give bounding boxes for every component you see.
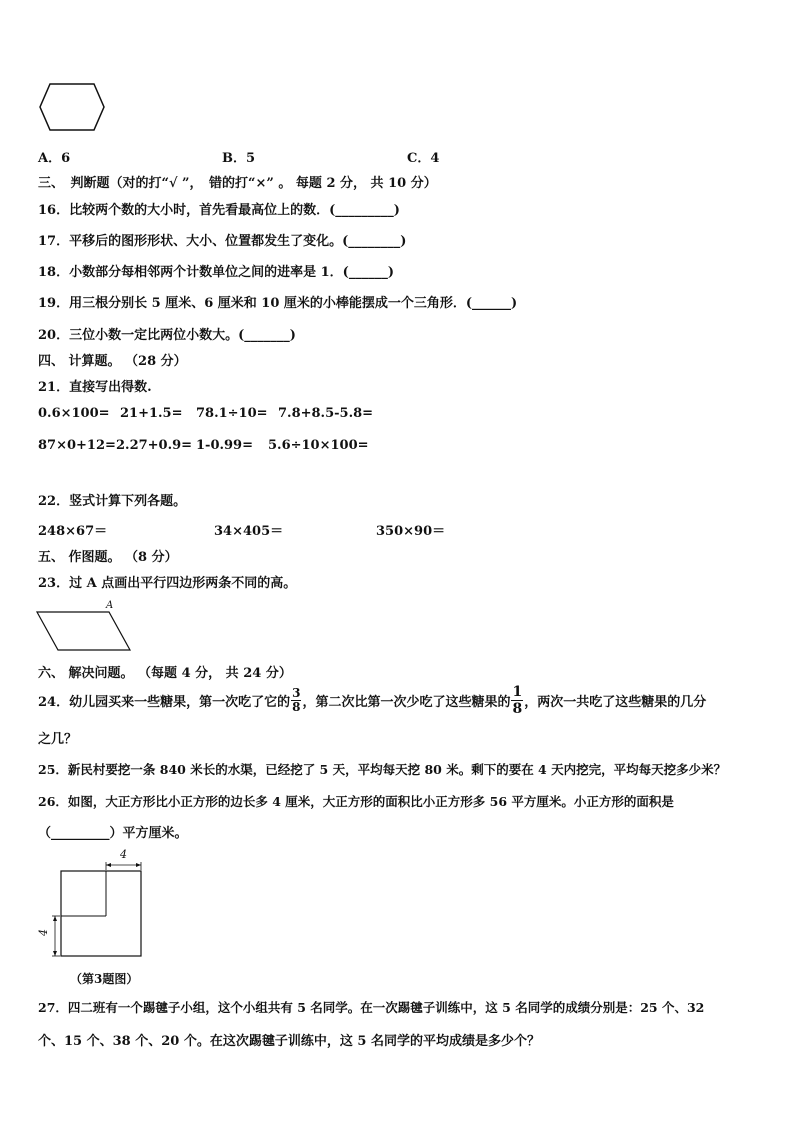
squares-figure <box>38 848 158 963</box>
choice-b: B．5 <box>222 151 256 166</box>
question-23-title: 23．过 A 点画出平行四边形两条不同的高。 <box>38 576 297 591</box>
calc-item: 0.6×100= <box>38 406 110 421</box>
calc-item: 87×0+12= <box>38 438 116 453</box>
fraction-3-8 <box>291 687 301 714</box>
calc-item: 1-0.99= <box>196 438 253 453</box>
q24-text-part1: 24．幼儿园买来一些糖果，第一次吃了它的 <box>38 695 291 710</box>
hexagon-figure <box>38 82 106 132</box>
vertical-calc-item: 248×67＝ <box>38 524 108 539</box>
fraction-denominator: 8 <box>512 701 523 717</box>
fraction-1-8 <box>511 684 523 717</box>
question-25: 25．新民村要挖一条 840 米长的水渠，已经挖了 5 天，平均每天挖 80 米。剩下的要在 4 天内挖完，平均每天挖多少米？ <box>38 762 727 777</box>
question-19: 19．用三根分别长 5 厘米、6 厘米和 10 厘米的小棒能摆成一个三角形．(______) <box>38 296 518 311</box>
calc-item: 21+1.5= <box>120 406 183 421</box>
section-6-title: 六、 解决问题。 （每题 4 分， 共 24 分） <box>38 666 292 681</box>
choice-c: C．4 <box>407 151 440 166</box>
question-27-line2: 个、15 个、38 个、20 个。在这次踢毽子训练中，这 5 名同学的平均成绩是多少个？ <box>38 1034 540 1049</box>
fraction-numerator: 1 <box>512 684 523 700</box>
fraction-denominator: 8 <box>292 700 301 714</box>
question-17: 17．平移后的图形形状、大小、位置都发生了变化。(________) <box>38 234 407 249</box>
question-26-line1: 26．如图，大正方形比小正方形的边长多 4 厘米，大正方形的面积比小正方形多 56 平方厘米。小正方形的面积是 <box>38 794 674 809</box>
section-4-title: 四、 计算题。 （28 分） <box>38 354 187 369</box>
calc-item: 2.27+0.9= <box>116 438 193 453</box>
calc-item: 5.6÷10×100= <box>268 438 369 453</box>
question-16: 16．比较两个数的大小时，首先看最高位上的数．(_________) <box>38 203 400 218</box>
fraction-numerator: 3 <box>292 686 301 700</box>
choice-a: A．6 <box>38 151 71 166</box>
q24-text-part2: ，第二次比第一次少吃了这些糖果的 <box>302 695 511 710</box>
q24-text-part3: ，两次一共吃了这些糖果的几分 <box>524 695 707 710</box>
figure-caption: （第3题图） <box>70 972 139 986</box>
question-24-line2: 之几？ <box>38 732 78 747</box>
dimension-top-label: 4 <box>120 848 127 861</box>
section-3-title: 三、 判断题（对的打“√ ”， 错的打“×” 。 每题 2 分， 共 10 分） <box>38 176 437 191</box>
question-21-title: 21．直接写出得数. <box>38 380 152 395</box>
question-18: 18．小数部分每相邻两个计数单位之间的进率是 1．(______) <box>38 265 394 280</box>
parallelogram-figure <box>34 600 134 652</box>
question-26-line2: （_________）平方厘米。 <box>38 826 188 841</box>
vertical-calc-item: 350×90＝ <box>376 524 446 539</box>
calc-item: 7.8+8.5-5.8= <box>278 406 374 421</box>
question-20: 20．三位小数一定比两位小数大。(_______) <box>38 328 296 343</box>
question-27-line1: 27．四二班有一个踢毽子小组，这个小组共有 5 名同学。在一次踢毽子训练中，这 5 名同学的成绩分别是：25 个、32 <box>38 1000 705 1015</box>
point-a-label: A <box>106 600 114 611</box>
calc-item: 78.1÷10= <box>196 406 268 421</box>
section-5-title: 五、 作图题。 （8 分） <box>38 550 178 565</box>
question-24-line1 <box>38 684 706 717</box>
dimension-left-label: 4 <box>37 929 50 936</box>
question-22-title: 22．竖式计算下列各题。 <box>38 494 187 509</box>
vertical-calc-item: 34×405＝ <box>214 524 284 539</box>
